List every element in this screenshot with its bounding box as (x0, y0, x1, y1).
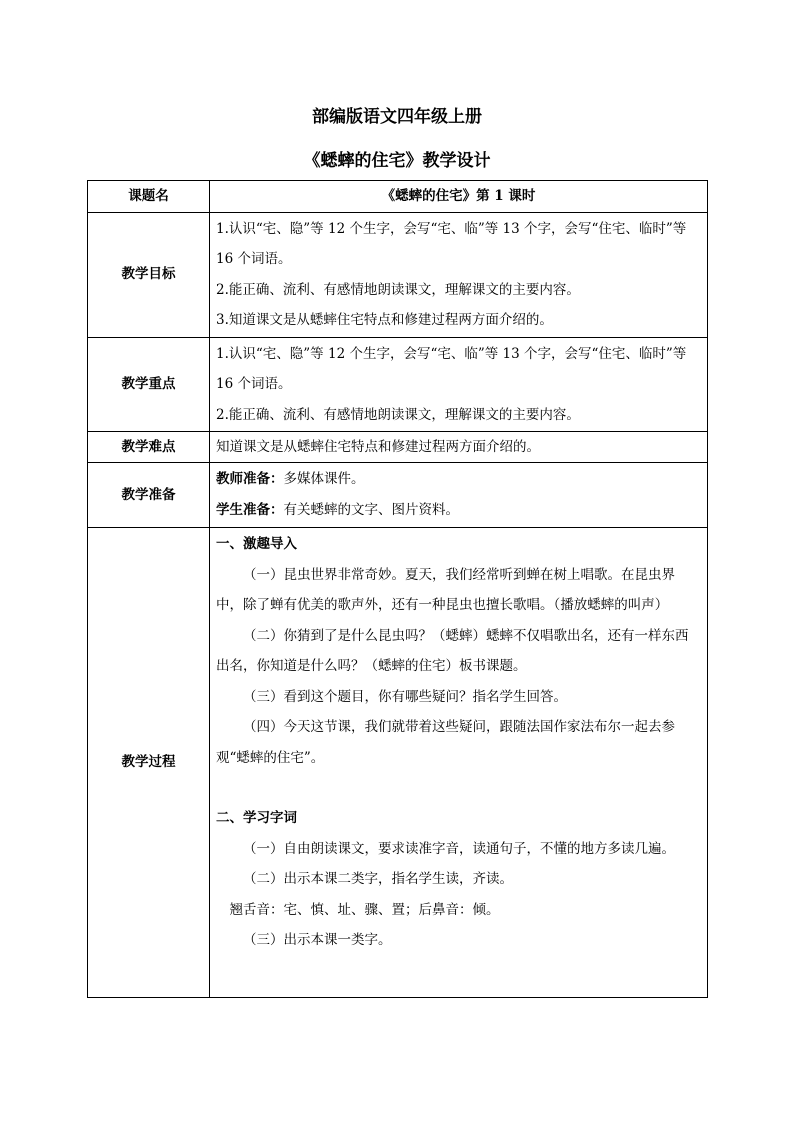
topic-value: 《蟋蟀的住宅》第 1 课时 (210, 181, 708, 213)
objective-item: 1.认识“宅、隐”等 12 个生字，会写“宅、临”等 13 个字，会写“住宅、临时”等 16 个词语。 (216, 220, 687, 267)
process-cell (210, 528, 708, 998)
table-row (88, 463, 708, 528)
student-preparation-label: 学生准备： (216, 501, 284, 518)
section-heading: 一、激趣导入 (216, 536, 297, 552)
teacher-preparation-text: 多媒体课件。 (283, 471, 365, 487)
teacher-preparation-label: 教师准备： (216, 471, 284, 487)
table-row (88, 212, 708, 337)
process-paragraph: （四）今天这节课，我们就带着这些疑问，跟随法国作家法布尔一起去参观“蟋蟀的住宅”。 (216, 719, 675, 766)
document-title: 部编版语文四年级上册 (312, 107, 482, 127)
paragraph-gap (216, 773, 701, 803)
row-label-preparation: 教学准备 (88, 463, 210, 528)
student-preparation-text: 有关蟋蟀的文字、图片资料。 (283, 501, 459, 518)
key-point-item: 1.认识“宅、隐”等 12 个生字，会写“宅、临”等 13 个字，会写“住宅、临时”等 16 个词语。 (216, 345, 687, 392)
row-label-objectives: 教学目标 (88, 212, 210, 337)
row-label-topic: 课题名 (88, 181, 210, 213)
objectives-cell (210, 212, 708, 337)
process-paragraph: （三）看到这个题目，你有哪些疑问？指名学生回答。 (243, 688, 567, 705)
process-paragraph: （二）你猜到了是什么昆虫吗？（蟋蟀）蟋蟀不仅唱歌出名，还有一样东西出名，你知道是什么吗？（蟋蟀的住宅）板书课题。 (216, 627, 689, 674)
process-paragraph: 翘舌音：宅、慎、址、骤、置；后鼻音：倾。 (229, 901, 500, 918)
objective-item: 3.知道课文是从蟋蟀住宅特点和修建过程两方面介绍的。 (216, 312, 553, 328)
lesson-plan-table (87, 180, 708, 998)
row-label-difficulties: 教学难点 (88, 431, 210, 463)
objective-item: 2.能正确、流利、有感情地朗读课文，理解课文的主要内容。 (216, 281, 580, 298)
table-row (88, 528, 708, 998)
process-paragraph: （三）出示本课一类字。 (243, 932, 392, 948)
process-paragraph: （一）昆虫世界非常奇妙。夏天，我们经常听到蝉在树上唱歌。在昆虫界中，除了蝉有优美的歌声外，还有一种昆虫也擅长歌唱。（播放蟋蟀的叫声） (216, 566, 675, 613)
student-preparation (216, 495, 701, 526)
preparation-cell (210, 463, 708, 528)
key-points-cell (210, 337, 708, 431)
process-paragraph: （二）出示本课二类字，指名学生读，齐读。 (243, 871, 513, 887)
row-label-key-points: 教学重点 (88, 337, 210, 431)
row-label-process: 教学过程 (88, 528, 210, 998)
table-row (88, 181, 708, 213)
key-point-item: 2.能正确、流利、有感情地朗读课文，理解课文的主要内容。 (216, 406, 580, 423)
teacher-preparation (216, 464, 701, 495)
difficulties-text: 知道课文是从蟋蟀住宅特点和修建过程两方面介绍的。 (210, 431, 708, 463)
document-subtitle: 《蟋蟀的住宅》教学设计 (303, 151, 491, 171)
table-row (88, 431, 708, 463)
section-heading: 二、学习字词 (216, 810, 297, 826)
process-paragraph: （一）自由朗读课文，要求读准字音，读通句子，不懂的地方多读几遍。 (243, 840, 675, 857)
table-row (88, 337, 708, 431)
